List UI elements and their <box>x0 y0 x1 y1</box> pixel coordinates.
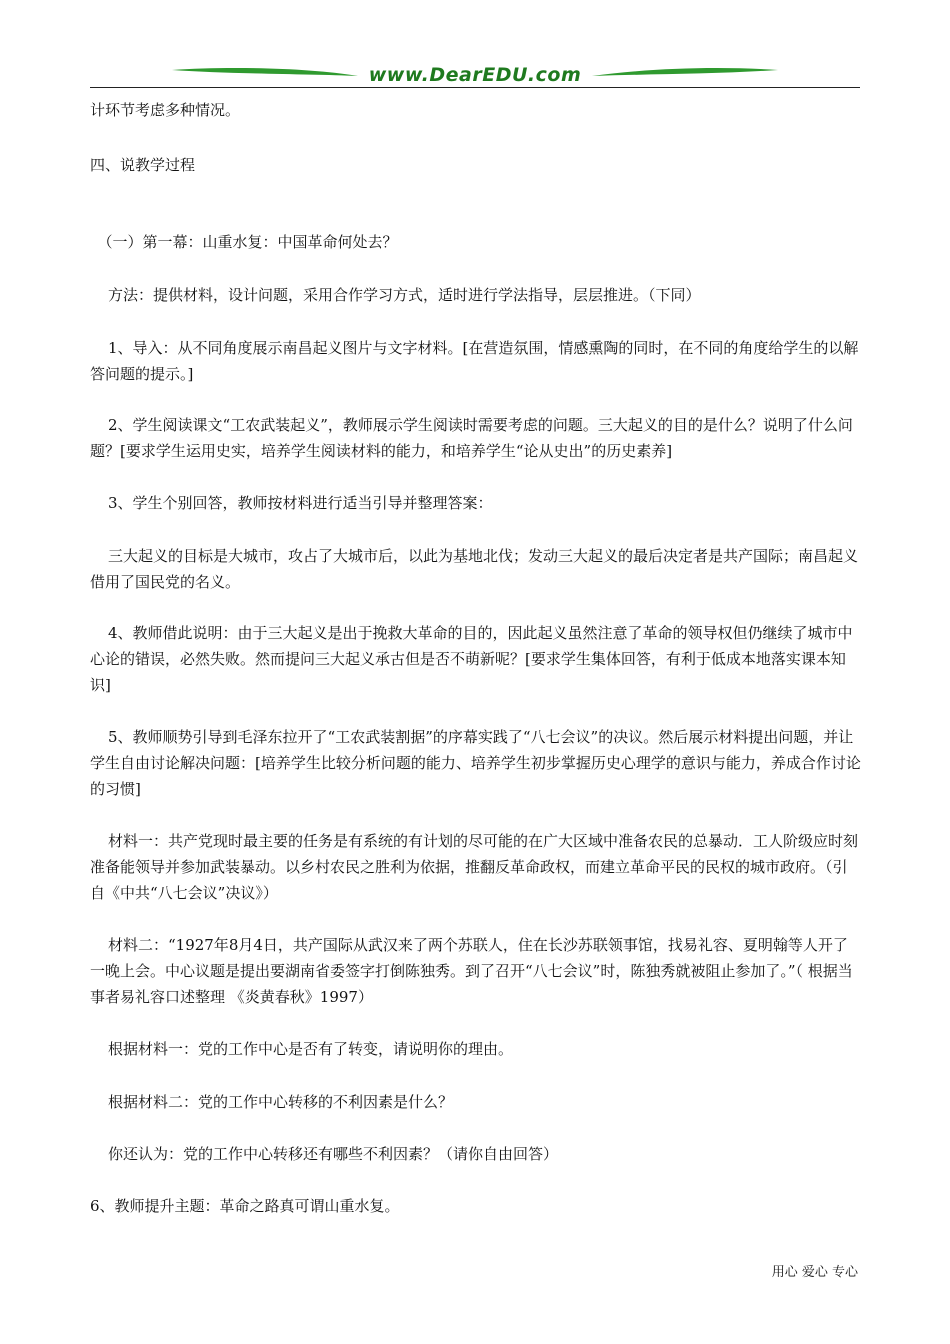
header-brand: www.DearEDU.com <box>368 64 582 86</box>
header-divider <box>90 87 860 88</box>
paragraph-step-4: 4、教师借此说明：由于三大起义是出于挽救大革命的目的，因此起义虽然注意了革命的领导权但仍继续了城市中心论的错误，必然失败。然而提问三大起义承古但是否不萌新呢？[要求学生集体回答，有利于低成本地落实课本知识] <box>90 624 853 694</box>
paragraph-question-1: 根据材料一：党的工作中心是否有了转变，请说明你的理由。 <box>108 1040 514 1058</box>
paragraph-step-2: 2、学生阅读课文“工农武装起义”，教师展示学生阅读时需要考虑的问题。三大起义的目的是什么？说明了什么问题？[要求学生运用史实，培养学生阅读材料的能力，和培养学生“论从史出”的历史素养] <box>90 416 853 460</box>
paragraph-step-3: 3、学生个别回答，教师按材料进行适当引导并整理答案： <box>108 494 493 512</box>
paragraph-method: 方法：提供材料，设计问题，采用合作学习方式，适时进行学法指导，层层推进。（下同） <box>108 286 701 304</box>
paragraph-step-5: 5、教师顺势引导到毛泽东拉开了“工农武装割据”的序幕实践了“八七会议”的决议。然后展示材料提出问题，并让学生自由讨论解决问题：[培养学生比较分析问题的能力、培养学生初步掌握历史心理学的意识与能力，养成合作讨论的习惯] <box>90 728 861 798</box>
paragraph-answer: 三大起义的目标是大城市，攻占了大城市后，以此为基地北伐；发动三大起义的最后决定者是共产国际；南昌起义借用了国民党的名义。 <box>90 547 859 591</box>
paragraph-step-6: 6、教师提升主题：革命之路真可谓山重水复。 <box>90 1197 400 1215</box>
paragraph-1: 计环节考虑多种情况。 <box>90 101 241 119</box>
page-header <box>90 60 860 90</box>
subsection-heading: （一）第一幕：山重水复：中国革命何处去？ <box>97 233 398 251</box>
section-heading: 四、说教学过程 <box>90 156 196 174</box>
paragraph-question-3: 你还认为：党的工作中心转移还有哪些不利因素？（请你自由回答） <box>108 1145 559 1163</box>
paragraph-material-1: 材料一：共产党现时最主要的任务是有系统的有计划的尽可能的在广大区域中准备农民的总暴动．工人阶级应时刻准备能领导并参加武装暴动。以乡村农民之胜利为依据，推翻反革命政权，而建立革命平民的民权的城市政府。（引自《中共“八七会议”决议》） <box>90 832 859 902</box>
paragraph-question-2: 根据材料二：党的工作中心转移的不利因素是什么？ <box>108 1093 454 1111</box>
page-footer: 用心 爱心 专心 <box>771 1265 858 1280</box>
paragraph-material-2: 材料二：“1927年8月4日，共产国际从武汉来了两个苏联人，住在长沙苏联领事馆，找易礼容、夏明翰等人开了一晚上会。中心议题是提出要湖南省委签字打倒陈独秀。到了召开“八七会议”时，陈独秀就被阻止参加了。”（ 根据当事者易礼容口述整理 《炎黄春秋》1997） <box>90 936 853 1006</box>
paragraph-step-1: 1、导入：从不同角度展示南昌起义图片与文字材料。[在营造氛围，情感熏陶的同时，在不同的角度给学生的以解答问题的提示。] <box>90 339 859 383</box>
